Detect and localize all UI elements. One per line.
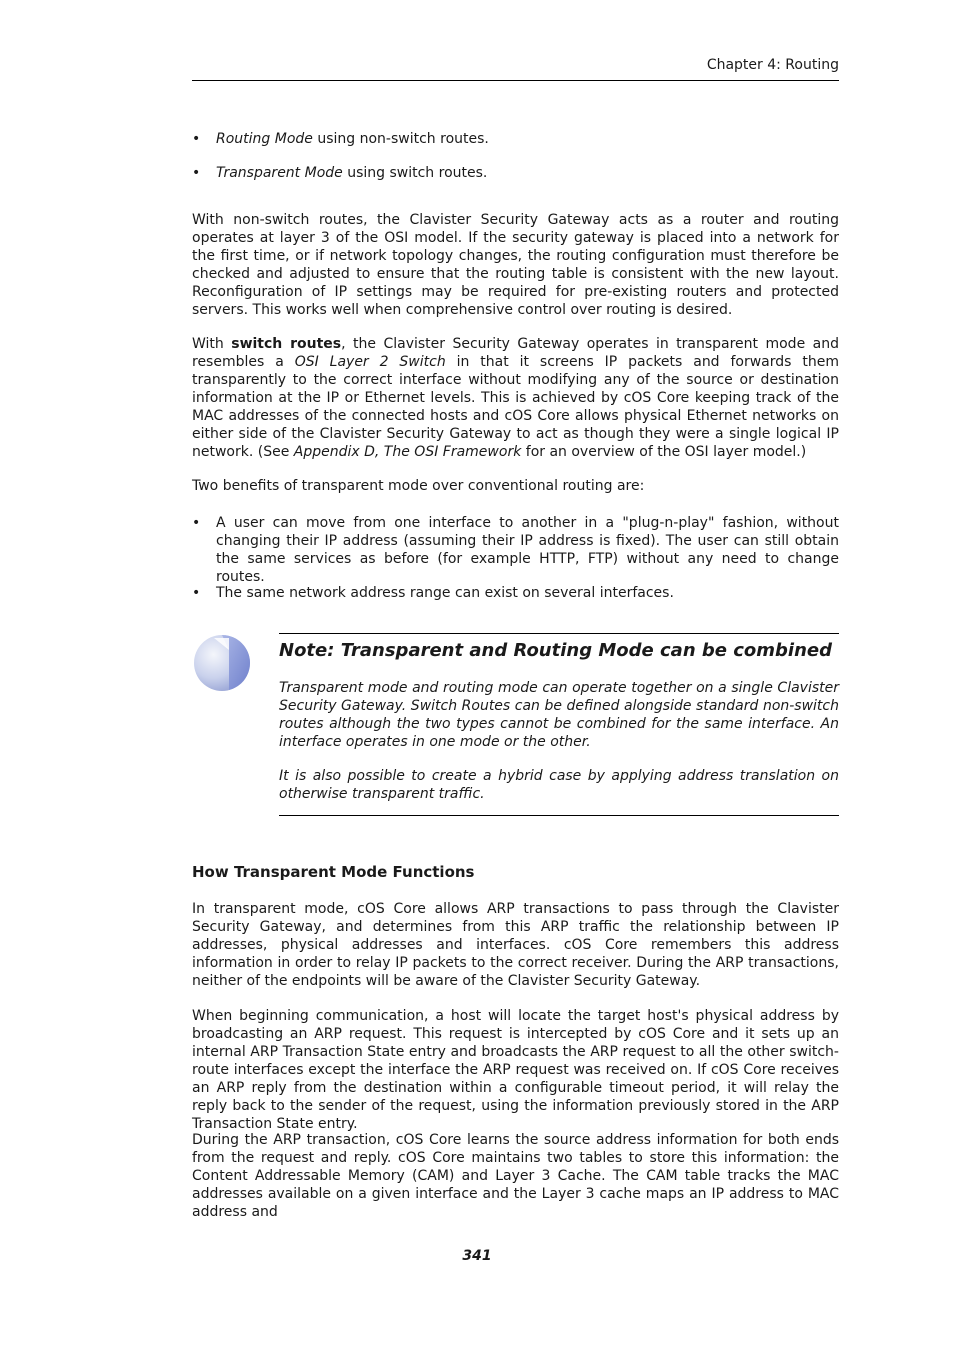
paragraph-switch-routes: With switch routes, the Clavister Security Gateway operates in transparent mode and resembles a OSI Layer 2 Switch in that it screens IP packets and forwards them transparently to the correct interface without modifying any of the source or destination information at the IP or Ethernet levels. This is achieved by cOS Core keeping track of the MAC addresses of the connected hosts and cOS Core allows physical Ethernet networks on either side of the Clavister Security Gateway to act as though they were a single logical IP network. (See Appendix D, The OSI Framework for an overview of the OSI layer model.) [192, 336, 839, 460]
chapter-title: Chapter 4: Routing [706, 57, 839, 73]
bullet-icon: • [192, 131, 201, 147]
note-paragraph: It is also possible to create a hybrid case by applying address translation on otherwise transparent traffic. [279, 768, 839, 802]
bullet-icon: • [192, 515, 201, 531]
note-title: Note: Transparent and Routing Mode can be combined [279, 640, 833, 661]
note-paragraph: Transparent mode and routing mode can operate together on a single Clavister Security Gateway. Switch Routes can be defined alongside standard non-switch routes although the two types cannot be combined for the same interface. An interface operates in one mode or the other. [279, 680, 839, 750]
paragraph: When beginning communication, a host will locate the target host's physical address by broadcasting an ARP request. This request is intercepted by cOS Core and it sets up an internal ARP Transaction State entry and broadcasts the ARP request to all the other switch-route interfaces except the interface the ARP request was received on. If cOS Core receives an ARP reply from the destination within a configurable timeout period, it will relay the reply back to the sender of the request, using the information previously stored in the ARP Transaction State entry. [192, 1008, 839, 1132]
note-top-rule [279, 633, 839, 634]
paragraph-non-switch-routes: With non-switch routes, the Clavister Security Gateway acts as a router and routing operates at layer 3 of the OSI model. If the security gateway is placed into a network for the first time, or if network topology changes, the routing configuration must therefore be checked and adjusted to ensure that the routing table is consistent with the new layout. Reconfiguration of IP settings may be required for pre-existing routers and protected servers. This works well when comprehensive control over routing is desired. [192, 212, 839, 318]
page-number: 341 [462, 1248, 492, 1264]
list-item: • A user can move from one interface to another in a "plug-n-play" fashion, without changing their IP address (assuming their IP address is fixed). The user can still obtain the same services as before (for example HTTP, FTP) without any need to change routes. [192, 515, 839, 585]
bullet-icon: • [192, 165, 201, 181]
section-heading: How Transparent Mode Functions [192, 863, 475, 881]
mode-term: Transparent Mode [216, 165, 343, 181]
paragraph: In transparent mode, cOS Core allows ARP transactions to pass through the Clavister Security Gateway, and determines from this ARP traffic the relationship between IP addresses, physical addresses and interfaces. cOS Core remembers this address information in order to relay IP packets to the correct receiver. During the ARP transactions, neither of the endpoints will be aware of the Clavister Security Gateway. [192, 901, 839, 989]
appendix-reference: Appendix D, The OSI Framework [293, 444, 522, 460]
document-page: Chapter 4: Routing • Routing Mode using non-switch routes. • Transparent Mode using switch routes. With non-switch routes, the Clavister Security Gateway acts as a router and routing operates at layer 3 of the OSI model. If the security gateway is placed into a network for the first time, or if network topology changes, the routing configuration must therefore be checked and adjusted to ensure that the routing table is consistent with the new layout. Reconfiguration of IP settings may be required for pre-existing routers and protected servers. This works well when comprehensive control over routing is desired. With switch routes, the Clavister Security Gateway operates in transparent mode and resembles a OSI Layer 2 Switch in that it screens IP packets and forwards them transparently to the correct interface without modifying any of the source or destination information at the IP or Ethernet levels. This is achieved by cOS Core keeping track of the MAC addresses of the connected hosts and cOS Core allows physical Ethernet networks on either side of the Clavister Security Gateway to act as though they were a single logical IP network. (See Appendix D, The OSI Framework for an overview of the OSI layer model.) Two benefits of transparent mode over conventional routing are: • A user can move from one interface to another in a "plug-n-play" fashion, without changing their IP address (assuming their IP address is fixed). The user can still obtain the same services as before (for example HTTP, FTP) without any need to change routes. • The same network address range can exist on several interfaces. Note: Transparent and Routing Mode can be combined Transparent mode and routing mode can operate together on a single Clavister Security Gateway. Switch Routes can be defined alongside standard non-switch routes although the two types cannot be combined for the same interface. An interface operates in one mode or the other. It is also possible to create a hybrid case by applying address translation on otherwise transparent traffic. How Transparent Mode Functions In transparent mode, cOS Core allows ARP transactions to pass through the Clavister Security Gateway, and determines from this ARP traffic the relationship between IP addresses, physical addresses and interfaces. cOS Core remembers this address information in order to relay IP packets to the correct receiver. During the ARP transactions, neither of the endpoints will be aware of the Clavister Security Gateway. When beginning communication, a host will locate the target host's physical address by broadcasting an ARP request. This request is intercepted by cOS Core and it sets up an internal ARP Transaction State entry and broadcasts the ARP request to all the other switch-route interfaces except the interface the ARP request was received on. If cOS Core receives an ARP reply from the destination within a configurable timeout period, it will relay the reply back to the sender of the request, using the information previously stored in the ARP Transaction State entry. During the ARP transaction, cOS Core learns the source address information for both ends from the request and reply. cOS Core maintains two tables to store this information: the Content Addressable Memory (CAM) and Layer 3 Cache. The CAM table tracks the MAC addresses available on a given interface and the Layer 3 cache maps an IP address to MAC address and 341 [0, 0, 954, 1351]
page-header [192, 56, 839, 81]
mode-term: Routing Mode [216, 131, 313, 147]
paragraph: During the ARP transaction, cOS Core learns the source address information for both ends from the request and reply. cOS Core maintains two tables to store this information: the Content Addressable Memory (CAM) and Layer 3 Cache. The CAM table tracks the MAC addresses available on a given interface and the Layer 3 cache maps an IP address to MAC address and [192, 1132, 839, 1220]
paragraph-benefits-intro: Two benefits of transparent mode over conventional routing are: [192, 478, 645, 494]
note-icon [193, 634, 251, 692]
bullet-icon: • [192, 585, 201, 601]
note-bottom-rule [279, 815, 839, 816]
